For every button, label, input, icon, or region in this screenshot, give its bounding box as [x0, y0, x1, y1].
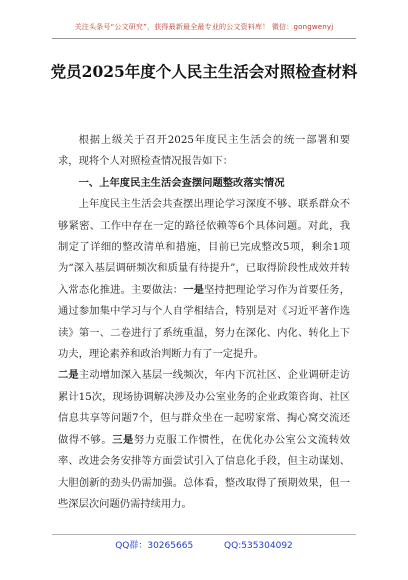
list-marker-1: 一是: [183, 283, 205, 296]
section-1-paragraph-continued: [58, 365, 350, 515]
paragraph-text: 上年度民主生活会共查摆出理论学习深度不够、联系群众不够紧密、工作中存在一定的路径依赖等6个具体问题。对此，我制定了详细的整改清单和措施，目前已完成整改5项，剩余1项为“深入基层调研频次和质量有待提升”，已取得阶段性成效并转入常态化推进。主要做法：: [58, 198, 350, 296]
header-divider: [52, 38, 356, 39]
qq-group-link[interactable]: QQ群：30265665: [115, 541, 194, 551]
qq-contact-link[interactable]: QQ:535304092: [224, 541, 293, 551]
list-marker-2: 二是: [58, 369, 79, 382]
footer-contact: [0, 538, 408, 551]
document-body: [58, 130, 350, 515]
paragraph-text: 主动增加深入基层一线频次，年内下沉社区、企业调研走访累计15次，现场协调解决涉及办公室业务的企业政策咨询、社区信息共享等问题7个，但与群众坐在一起唠家常、掏心窝交流还做得不够。: [58, 369, 351, 446]
section-1-paragraph: [58, 194, 350, 365]
paragraph-text: 努力克服工作惯性，在优化办公室公文流转效率、改进会务安排等方面尝试引入了信息化手段，但主动谋划、大胆创新的劲头仍需加强。总体看，整改取得了预期效果，但一些深层次问题仍需持续用力。: [58, 433, 351, 510]
paragraph-text: 坚持把理论学习作为首要任务，通过参加集中学习与个人自学相结合，特别是对《习近平著作选读》第一、二卷进行了系统重温，努力在深化、内化、转化上下功夫，理论素养和政治判断力有了一定提升。: [58, 283, 351, 361]
header-banner: 关注头条号“公文研究”，获得最新最全最专业的公文资料库！ 微信：gongwenyj: [74, 23, 334, 31]
intro-paragraph: 根据上级关于召开2025年度民主生活会的统一部署和要求，现将个人对照检查情况报告如下：: [58, 134, 350, 168]
section-heading-1: 一、上年度民主生活会查摆问题整改落实情况: [78, 176, 285, 189]
document-title: 党员2025年度个人民主生活会对照检查材料: [50, 62, 358, 81]
list-marker-3: 三是: [112, 433, 134, 446]
footer-divider: [52, 534, 356, 535]
